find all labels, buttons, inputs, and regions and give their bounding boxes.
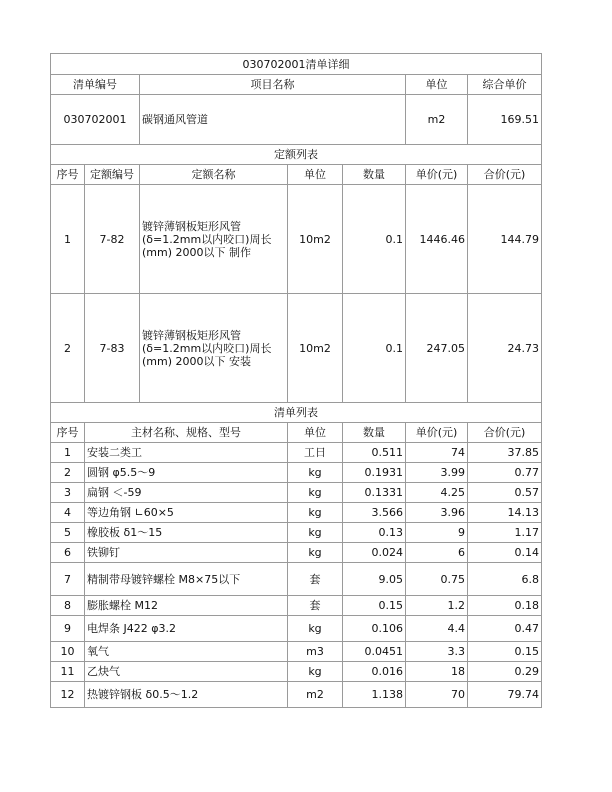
item-code: 030702001 xyxy=(51,95,140,145)
material-name: 电焊条 J422 φ3.2 xyxy=(85,616,288,642)
material-total: 0.29 xyxy=(468,662,542,682)
material-unit: 工日 xyxy=(288,443,343,463)
material-no: 10 xyxy=(51,642,85,662)
material-qty: 0.13 xyxy=(343,523,406,543)
material-row xyxy=(51,483,542,503)
material-no: 7 xyxy=(51,563,85,596)
material-header-price: 单价(元) xyxy=(406,423,468,443)
bill-detail-table xyxy=(50,53,542,708)
quota-code: 7-83 xyxy=(85,294,140,403)
material-row xyxy=(51,616,542,642)
quota-name-line: (mm) 2000以下 制作 xyxy=(142,245,252,259)
material-unit: kg xyxy=(288,662,343,682)
quota-header-name: 定额名称 xyxy=(140,165,288,185)
material-unit: kg xyxy=(288,503,343,523)
material-unit: kg xyxy=(288,616,343,642)
material-price: 3.3 xyxy=(406,642,468,662)
material-total: 0.47 xyxy=(468,616,542,642)
material-header-no: 序号 xyxy=(51,423,85,443)
material-qty: 3.566 xyxy=(343,503,406,523)
header-name: 项目名称 xyxy=(140,75,406,95)
material-total: 37.85 xyxy=(468,443,542,463)
quota-total: 144.79 xyxy=(468,185,542,294)
material-qty: 0.1931 xyxy=(343,463,406,483)
material-name: 圆钢 φ5.5～9 xyxy=(85,463,288,483)
material-row xyxy=(51,463,542,483)
quota-row xyxy=(51,294,542,403)
title-row xyxy=(51,54,542,75)
material-price: 74 xyxy=(406,443,468,463)
quota-price: 247.05 xyxy=(406,294,468,403)
material-qty: 0.15 xyxy=(343,596,406,616)
material-price: 9 xyxy=(406,523,468,543)
quota-no: 1 xyxy=(51,185,85,294)
quota-qty: 0.1 xyxy=(343,185,406,294)
material-header-unit: 单位 xyxy=(288,423,343,443)
material-header-name: 主材名称、规格、型号 xyxy=(85,423,288,443)
material-name: 精制带母镀锌螺栓 M8×75以下 xyxy=(85,563,288,596)
material-row xyxy=(51,662,542,682)
material-no: 11 xyxy=(51,662,85,682)
material-no: 6 xyxy=(51,543,85,563)
material-price: 70 xyxy=(406,682,468,708)
material-section-row xyxy=(51,403,542,423)
material-price: 3.96 xyxy=(406,503,468,523)
material-unit: kg xyxy=(288,543,343,563)
material-name: 安装二类工 xyxy=(85,443,288,463)
material-no: 12 xyxy=(51,682,85,708)
material-no: 8 xyxy=(51,596,85,616)
material-qty: 1.138 xyxy=(343,682,406,708)
quota-section-row xyxy=(51,145,542,165)
material-price: 6 xyxy=(406,543,468,563)
quota-header-total: 合价(元) xyxy=(468,165,542,185)
material-price: 4.4 xyxy=(406,616,468,642)
material-no: 3 xyxy=(51,483,85,503)
quota-name-line: (δ=1.2mm以内咬口)周长 xyxy=(142,341,272,355)
material-row xyxy=(51,596,542,616)
material-header-total: 合价(元) xyxy=(468,423,542,443)
item-row xyxy=(51,95,542,145)
material-no: 9 xyxy=(51,616,85,642)
material-header-row xyxy=(51,423,542,443)
quota-code: 7-82 xyxy=(85,185,140,294)
material-row xyxy=(51,443,542,463)
material-unit: kg xyxy=(288,483,343,503)
item-unit: m2 xyxy=(406,95,468,145)
material-unit: kg xyxy=(288,523,343,543)
quota-unit: 10m2 xyxy=(288,185,343,294)
material-row xyxy=(51,642,542,662)
item-header-row xyxy=(51,75,542,95)
material-total: 0.77 xyxy=(468,463,542,483)
material-row xyxy=(51,503,542,523)
material-qty: 0.106 xyxy=(343,616,406,642)
material-qty: 9.05 xyxy=(343,563,406,596)
quota-header-price: 单价(元) xyxy=(406,165,468,185)
material-price: 18 xyxy=(406,662,468,682)
quota-name-line: 镀锌薄钢板矩形风管 xyxy=(142,328,241,342)
quota-section-title: 定额列表 xyxy=(51,145,542,165)
material-name: 膨胀螺栓 M12 xyxy=(85,596,288,616)
material-qty: 0.511 xyxy=(343,443,406,463)
material-name: 乙炔气 xyxy=(85,662,288,682)
quota-header-code: 定额编号 xyxy=(85,165,140,185)
quota-name-line: (δ=1.2mm以内咬口)周长 xyxy=(142,232,272,246)
quota-header-qty: 数量 xyxy=(343,165,406,185)
material-row xyxy=(51,523,542,543)
quota-header-unit: 单位 xyxy=(288,165,343,185)
material-no: 1 xyxy=(51,443,85,463)
material-total: 0.15 xyxy=(468,642,542,662)
quota-name xyxy=(140,294,288,403)
material-unit: 套 xyxy=(288,563,343,596)
material-price: 1.2 xyxy=(406,596,468,616)
material-name: 氧气 xyxy=(85,642,288,662)
material-total: 1.17 xyxy=(468,523,542,543)
quota-name xyxy=(140,185,288,294)
quota-price: 1446.46 xyxy=(406,185,468,294)
material-row xyxy=(51,543,542,563)
material-qty: 0.016 xyxy=(343,662,406,682)
item-price: 169.51 xyxy=(468,95,542,145)
material-total: 0.18 xyxy=(468,596,542,616)
material-price: 4.25 xyxy=(406,483,468,503)
material-section-title: 清单列表 xyxy=(51,403,542,423)
header-unit: 单位 xyxy=(406,75,468,95)
material-name: 铁铆钉 xyxy=(85,543,288,563)
material-header-qty: 数量 xyxy=(343,423,406,443)
material-no: 4 xyxy=(51,503,85,523)
material-unit: kg xyxy=(288,463,343,483)
material-total: 79.74 xyxy=(468,682,542,708)
quota-name-line: (mm) 2000以下 安装 xyxy=(142,354,252,368)
header-code: 清单编号 xyxy=(51,75,140,95)
material-total: 6.8 xyxy=(468,563,542,596)
material-unit: m2 xyxy=(288,682,343,708)
quota-total: 24.73 xyxy=(468,294,542,403)
material-no: 5 xyxy=(51,523,85,543)
material-price: 0.75 xyxy=(406,563,468,596)
quota-row xyxy=(51,185,542,294)
material-row xyxy=(51,682,542,708)
quota-header-row xyxy=(51,165,542,185)
material-name: 扁钢 ＜-59 xyxy=(85,483,288,503)
material-row xyxy=(51,563,542,596)
page-title: 030702001清单详细 xyxy=(51,54,542,75)
quota-header-no: 序号 xyxy=(51,165,85,185)
header-price: 综合单价 xyxy=(468,75,542,95)
quota-unit: 10m2 xyxy=(288,294,343,403)
material-qty: 0.1331 xyxy=(343,483,406,503)
material-total: 0.57 xyxy=(468,483,542,503)
material-name: 橡胶板 δ1～15 xyxy=(85,523,288,543)
material-total: 14.13 xyxy=(468,503,542,523)
quota-no: 2 xyxy=(51,294,85,403)
material-total: 0.14 xyxy=(468,543,542,563)
material-qty: 0.024 xyxy=(343,543,406,563)
quota-name-line: 镀锌薄钢板矩形风管 xyxy=(142,219,241,233)
material-qty: 0.0451 xyxy=(343,642,406,662)
material-price: 3.99 xyxy=(406,463,468,483)
material-name: 热镀锌钢板 δ0.5～1.2 xyxy=(85,682,288,708)
quota-qty: 0.1 xyxy=(343,294,406,403)
material-name: 等边角钢 ∟60×5 xyxy=(85,503,288,523)
item-name: 碳钢通风管道 xyxy=(140,95,406,145)
material-unit: 套 xyxy=(288,596,343,616)
material-no: 2 xyxy=(51,463,85,483)
material-unit: m3 xyxy=(288,642,343,662)
